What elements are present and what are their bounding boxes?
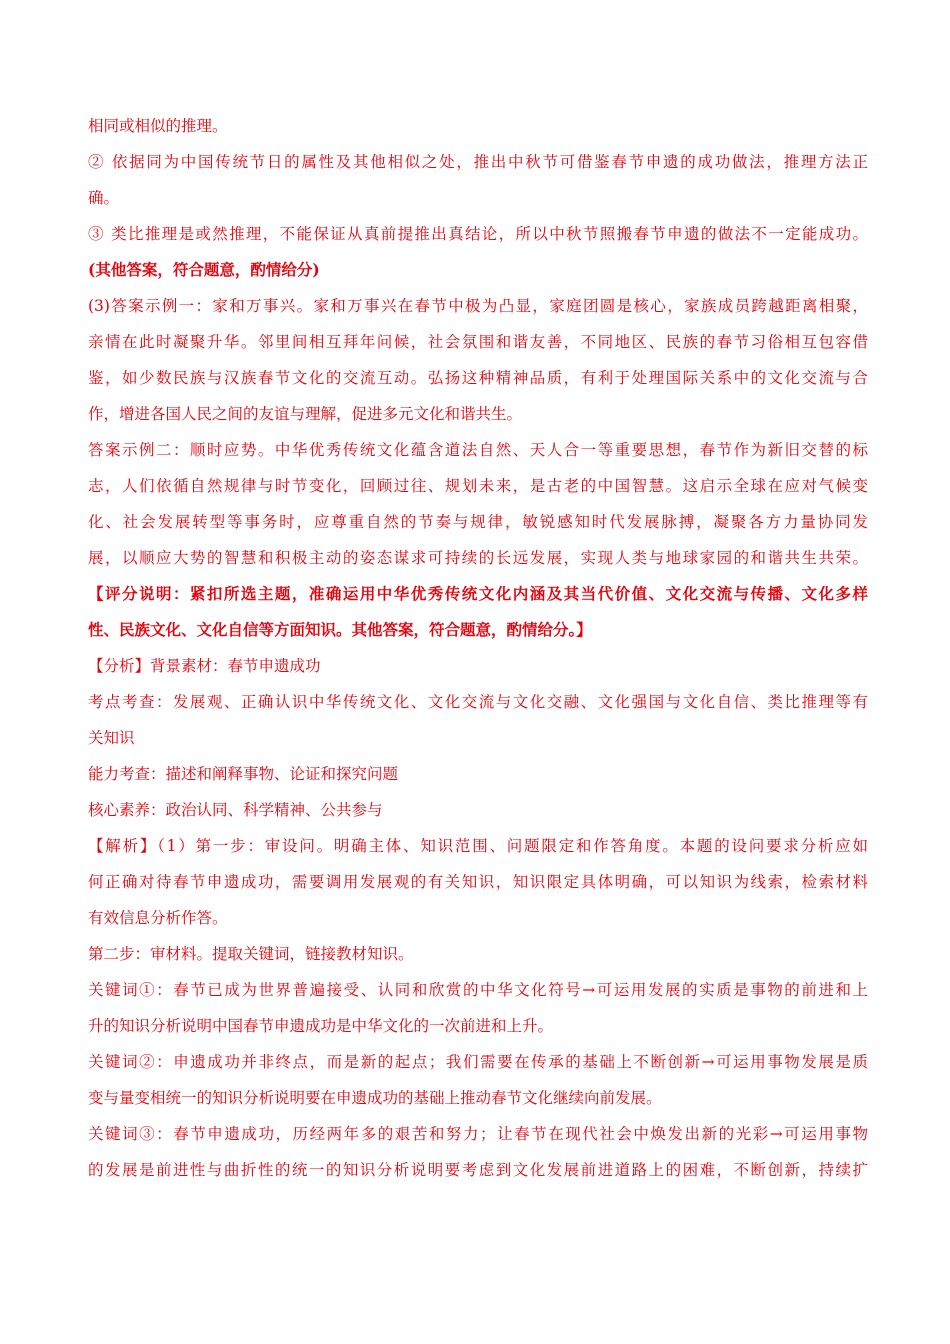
text-line: 鉴，如少数民族与汉族春节文化的交流互动。弘扬这种精神品质，有利于处理国际关系中的文化交流与合 — [88, 369, 868, 387]
text-line: 【评分说明：紧扣所选主题，准确运用中华优秀传统文化内涵及其当代价值、文化交流与传播、文化多样 — [88, 584, 868, 603]
text-line: 关键词③：春节申遗成功，历经两年多的艰苦和努力；让春节在现代社会中焕发出新的光彩→可运用事物 — [88, 1125, 868, 1143]
text-line: 确。 — [88, 189, 120, 207]
text-line: 作，增进各国人民之间的友谊与理解，促进多元文化和谐共生。 — [88, 405, 523, 423]
text-line: (3)答案示例一：家和万事兴。家和万事兴在春节中极为凸显，家庭团圆是核心，家族成员跨越距离相聚， — [88, 297, 868, 315]
text-line: 【分析】背景素材：春节申遗成功 — [88, 657, 321, 675]
text-line: 变与量变相统一的知识分析说明要在申遗成功的基础上推动春节文化继续向前发展。 — [88, 1089, 662, 1107]
text-line: 有效信息分析作答。 — [88, 909, 228, 927]
text-line: 化、社会发展转型等事务时，应尊重自然的节奏与规律，敏锐感知时代发展脉搏，凝聚各方力量协同发 — [88, 513, 868, 531]
text-line: 志，人们依循自然规律与时节变化，回顾过往、规划未来，是古老的中国智慧。这启示全球在应对气候变 — [88, 477, 868, 495]
text-line: 核心素养：政治认同、科学精神、公共参与 — [88, 801, 383, 819]
text-line: 展，以顺应大势的智慧和积极主动的姿态谋求可持续的长远发展，实现人类与地球家园的和谐共生共荣。 — [88, 549, 868, 567]
text-line: 亲情在此时凝聚升华。邻里间相互拜年问候，社会氛围和谐友善，不同地区、民族的春节习俗相互包容借 — [88, 333, 868, 351]
text-line: 第二步：审材料。提取关键词，链接教材知识。 — [88, 945, 414, 963]
text-line: 相同或相似的推理。 — [88, 117, 228, 135]
text-line: 何正确对待春节申遗成功，需要调用发展观的有关知识，知识限定具体明确，可以知识为线索，检索材料 — [88, 873, 868, 891]
document-page — [88, 108, 868, 1188]
text-line: 【解析】（1）第一步：审设问。明确主体、知识范围、问题限定和作答角度。本题的设问要求分析应如 — [88, 837, 868, 855]
text-line: 关键词②：申遗成功并非终点，而是新的起点；我们需要在传承的基础上不断创新→可运用事物发展是质 — [88, 1053, 868, 1071]
text-line: 关知识 — [88, 729, 135, 747]
text-line: ③ 类比推理是或然推理，不能保证从真前提推出真结论，所以中秋节照搬春节申遗的做法不一定能成功。 — [88, 225, 868, 243]
text-line: 性、民族文化、文化自信等方面知识。其他答案，符合题意，酌情给分。】 — [88, 620, 592, 639]
text-line: 答案示例二：顺时应势。中华优秀传统文化蕴含道法自然、天人合一等重要思想，春节作为新旧交替的标 — [88, 441, 868, 459]
text-line: ② 依据同为中国传统节日的属性及其他相似之处，推出中秋节可借鉴春节申遗的成功做法，推理方法正 — [88, 153, 868, 171]
text-line: 关键词①：春节已成为世界普遍接受、认同和欣赏的中华文化符号→可运用发展的实质是事物的前进和上 — [88, 981, 868, 999]
text-line: 能力考查：描述和阐释事物、论证和探究问题 — [88, 765, 399, 783]
text-line: (其他答案，符合题意，酌情给分) — [88, 260, 320, 279]
text-line: 升的知识分析说明中国春节申遗成功是中华文化的一次前进和上升。 — [88, 1017, 554, 1035]
text-line: 考点考查：发展观、正确认识中华传统文化、文化交流与文化交融、文化强国与文化自信、类比推理等有 — [88, 693, 868, 711]
text-line: 的发展是前进性与曲折性的统一的知识分析说明要考虑到文化发展前进道路上的困难，不断创新，持续扩 — [88, 1161, 868, 1179]
